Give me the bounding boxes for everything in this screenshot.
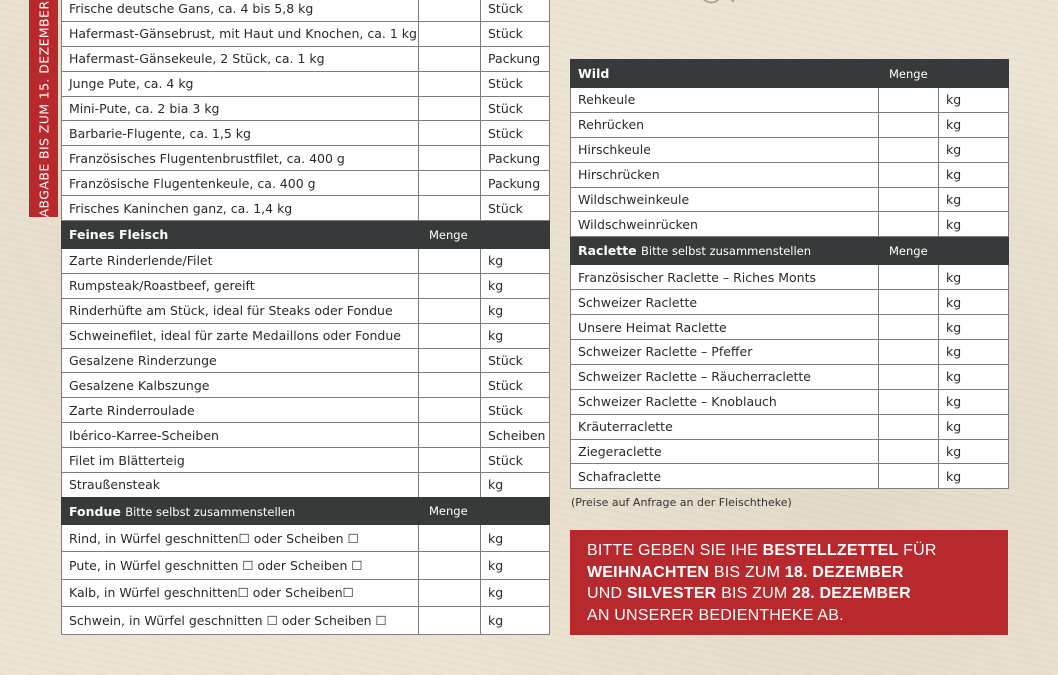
feines-fleisch-section <box>62 221 550 249</box>
quantity-field[interactable] <box>419 71 481 96</box>
order-row <box>62 196 550 221</box>
right-order-table <box>570 59 1009 489</box>
callout-text: UND <box>587 585 627 602</box>
product-name: Ziegeraclette <box>571 439 879 464</box>
unit-label: Stück <box>481 96 550 121</box>
product-name: Mini-Pute, ca. 2 bia 3 kg <box>62 96 419 121</box>
quantity-field[interactable] <box>879 265 939 290</box>
order-row <box>571 414 1009 439</box>
quantity-field[interactable] <box>419 196 481 221</box>
unit-label: kg <box>939 364 1009 389</box>
callout-text: BIS ZUM <box>716 585 793 602</box>
unit-label: kg <box>939 162 1009 187</box>
quantity-field[interactable] <box>419 525 481 552</box>
unit-label: kg <box>939 265 1009 290</box>
unit-label: kg <box>481 552 550 579</box>
product-name: Ibérico-Karree-Scheiben <box>62 423 419 448</box>
unit-label: kg <box>481 323 550 348</box>
order-row <box>571 137 1009 162</box>
unit-label: Packung <box>481 171 550 196</box>
unit-label: kg <box>481 298 550 323</box>
menge-column-header: Menge <box>879 237 1009 265</box>
quantity-field[interactable] <box>419 348 481 373</box>
product-name: Frisches Kaninchen ganz, ca. 1,4 kg <box>62 196 419 221</box>
quantity-field[interactable] <box>879 212 939 237</box>
price-note: (Preise auf Anfrage an der Fleischtheke) <box>571 496 792 509</box>
quantity-field[interactable] <box>879 414 939 439</box>
product-name: Französischer Raclette – Riches Monts <box>571 265 879 290</box>
order-row <box>62 579 550 606</box>
unit-label: Stück <box>481 0 550 21</box>
product-name: Hirschrücken <box>571 162 879 187</box>
product-name: Französische Flugentenkeule, ca. 400 g <box>62 171 419 196</box>
callout-text: BITTE GEBEN SIE IHE <box>587 542 763 559</box>
unit-label: Stück <box>481 196 550 221</box>
product-name: Barbarie-Flugente, ca. 1,5 kg <box>62 121 419 146</box>
quantity-field[interactable] <box>419 96 481 121</box>
order-row <box>571 187 1009 212</box>
order-row <box>571 439 1009 464</box>
product-name: Gesalzene Kalbszunge <box>62 373 419 398</box>
order-row <box>62 607 550 634</box>
quantity-field[interactable] <box>879 290 939 315</box>
order-row <box>62 146 550 171</box>
quantity-field[interactable] <box>879 389 939 414</box>
product-name: Straußensteak <box>62 473 419 498</box>
unit-label: kg <box>939 389 1009 414</box>
unit-label: kg <box>481 579 550 606</box>
unit-label: Stück <box>481 448 550 473</box>
order-row <box>62 423 550 448</box>
order-row <box>62 552 550 579</box>
quantity-field[interactable] <box>419 273 481 298</box>
order-row <box>571 162 1009 187</box>
product-name: Schwein, in Würfel geschnitten ☐ oder Scheiben ☐ <box>62 607 419 634</box>
callout-line-1 <box>587 540 1008 562</box>
quantity-field[interactable] <box>419 0 481 21</box>
poultry-rows <box>62 0 550 221</box>
product-name: Kalb, in Würfel geschnitten☐ oder Scheiben☐ <box>62 579 419 606</box>
order-row <box>571 464 1009 489</box>
section-title: Fondue <box>69 503 121 519</box>
feines-fleisch-rows <box>62 249 550 498</box>
product-name: Schweizer Raclette – Räucherraclette <box>571 364 879 389</box>
order-row <box>62 323 550 348</box>
unit-label: kg <box>939 464 1009 489</box>
section-header-fondue <box>62 498 550 525</box>
section-title: Wild <box>571 60 879 88</box>
section-title: Feines Fleisch <box>62 221 419 249</box>
section-subtitle: Bitte selbst zusammenstellen <box>641 244 812 259</box>
left-order-table <box>61 0 550 498</box>
order-row <box>571 340 1009 365</box>
order-row <box>62 398 550 423</box>
quantity-field[interactable] <box>879 464 939 489</box>
unit-label: Stück <box>481 21 550 46</box>
quantity-field[interactable] <box>879 162 939 187</box>
callout-emphasis: SILVESTER <box>626 585 717 602</box>
quantity-field[interactable] <box>879 187 939 212</box>
unit-label: kg <box>481 607 550 634</box>
unit-label: Stück <box>481 121 550 146</box>
quantity-field[interactable] <box>879 88 939 113</box>
unit-label: Stück <box>481 373 550 398</box>
unit-label: Scheiben <box>481 423 550 448</box>
product-name: Schweizer Raclette – Pfeffer <box>571 340 879 365</box>
product-name: Rumpsteak/Roastbeef, gereift <box>62 273 419 298</box>
callout-emphasis: WEIHNACHTEN <box>587 563 710 581</box>
order-row <box>571 112 1009 137</box>
section-title: Raclette <box>578 243 637 259</box>
callout-text: BIS ZUM <box>709 563 785 581</box>
quantity-field[interactable] <box>419 323 481 348</box>
unit-label: kg <box>939 212 1009 237</box>
order-row <box>62 96 550 121</box>
callout-line-4 <box>587 605 1008 627</box>
product-name: Junge Pute, ca. 4 kg <box>62 71 419 96</box>
unit-label: Stück <box>481 348 550 373</box>
product-name: Rind, in Würfel geschnitten☐ oder Scheiben ☐ <box>62 525 419 552</box>
deadline-banner <box>29 0 58 217</box>
order-row <box>571 212 1009 237</box>
product-name: Rehrücken <box>571 112 879 137</box>
product-name: Rinderhüfte am Stück, ideal für Steaks oder Fondue <box>62 298 419 323</box>
order-row <box>571 290 1009 315</box>
order-row <box>571 389 1009 414</box>
product-name: Wildschweinrücken <box>571 212 879 237</box>
unit-label: kg <box>481 273 550 298</box>
product-name: Filet im Blätterteig <box>62 448 419 473</box>
product-name: Gesalzene Rinderzunge <box>62 348 419 373</box>
quantity-field[interactable] <box>879 315 939 340</box>
quantity-field[interactable] <box>419 21 481 46</box>
quantity-field[interactable] <box>419 398 481 423</box>
callout-emphasis: BESTELLZETTEL <box>762 542 899 559</box>
unit-label: kg <box>481 473 550 498</box>
order-row <box>62 46 550 71</box>
order-row <box>62 373 550 398</box>
product-name: Pute, in Würfel geschnitten ☐ oder Scheiben ☐ <box>62 552 419 579</box>
quantity-field[interactable] <box>419 607 481 634</box>
unit-label: Packung <box>481 46 550 71</box>
product-name: Schafraclette <box>571 464 879 489</box>
product-name: Schweizer Raclette <box>571 290 879 315</box>
order-row <box>62 171 550 196</box>
product-name: Hafermast-Gänsebrust, mit Haut und Knochen, ca. 1 kg <box>62 21 419 46</box>
unit-label: Packung <box>481 146 550 171</box>
unit-label: kg <box>939 112 1009 137</box>
quantity-field[interactable] <box>879 137 939 162</box>
fondue-rows <box>62 525 550 635</box>
menge-column-header: Menge <box>419 498 550 525</box>
quantity-field[interactable] <box>419 249 481 274</box>
quantity-field[interactable] <box>419 121 481 146</box>
order-row <box>62 273 550 298</box>
unit-label: kg <box>939 187 1009 212</box>
order-row <box>62 298 550 323</box>
order-row <box>62 0 550 21</box>
quantity-field[interactable] <box>879 112 939 137</box>
raclette-rows <box>571 265 1009 489</box>
quantity-field[interactable] <box>419 448 481 473</box>
menge-column-header: Menge <box>879 60 1009 88</box>
order-row <box>62 249 550 274</box>
unit-label: kg <box>939 315 1009 340</box>
decorative-flourish <box>700 0 740 8</box>
order-row <box>62 448 550 473</box>
unit-label: Stück <box>481 71 550 96</box>
order-row <box>62 525 550 552</box>
order-row <box>571 315 1009 340</box>
order-row <box>62 348 550 373</box>
unit-label: kg <box>481 249 550 274</box>
section-header-feines-fleisch <box>62 221 550 249</box>
quantity-field[interactable] <box>419 579 481 606</box>
product-name: Frische deutsche Gans, ca. 4 bis 5,8 kg <box>62 0 419 21</box>
quantity-field[interactable] <box>419 373 481 398</box>
order-row <box>62 21 550 46</box>
callout-text: AN UNSERER BEDIENTHEKE AB. <box>587 606 844 624</box>
menge-column-header: Menge <box>419 221 550 249</box>
callout-emphasis: 28. DEZEMBER <box>792 585 911 602</box>
unit-label: kg <box>939 414 1009 439</box>
product-name: Rehkeule <box>571 88 879 113</box>
quantity-field[interactable] <box>419 46 481 71</box>
deadline-banner-text: ABGABE BIS ZUM 15. DEZEMBER <box>36 0 51 217</box>
wild-rows <box>571 88 1009 237</box>
unit-label: kg <box>481 525 550 552</box>
quantity-field[interactable] <box>419 298 481 323</box>
unit-label: kg <box>939 290 1009 315</box>
order-row <box>571 265 1009 290</box>
unit-label: kg <box>939 439 1009 464</box>
product-name: Wildschweinkeule <box>571 187 879 212</box>
product-name: Französisches Flugentenbrustfilet, ca. 400 g <box>62 146 419 171</box>
quantity-field[interactable] <box>879 439 939 464</box>
quantity-field[interactable] <box>419 423 481 448</box>
callout-emphasis: 18. DEZEMBER <box>784 563 904 581</box>
product-name: Hafermast-Gänsekeule, 2 Stück, ca. 1 kg <box>62 46 419 71</box>
quantity-field[interactable] <box>419 171 481 196</box>
callout-line-2 <box>587 562 1008 584</box>
unit-label: Stück <box>481 398 550 423</box>
quantity-field[interactable] <box>419 473 481 498</box>
unit-label: kg <box>939 88 1009 113</box>
product-name: Schweizer Raclette – Knoblauch <box>571 389 879 414</box>
unit-label: kg <box>939 340 1009 365</box>
product-name: Kräuterraclette <box>571 414 879 439</box>
order-row <box>571 364 1009 389</box>
callout-line-3 <box>587 583 1008 605</box>
quantity-field[interactable] <box>419 552 481 579</box>
callout-text: FÜR <box>898 542 937 559</box>
quantity-field[interactable] <box>879 340 939 365</box>
quantity-field[interactable] <box>419 146 481 171</box>
quantity-field[interactable] <box>879 364 939 389</box>
product-name: Zarte Rinderroulade <box>62 398 419 423</box>
product-name: Zarte Rinderlende/Filet <box>62 249 419 274</box>
section-subtitle: Bitte selbst zusammenstellen <box>125 504 296 519</box>
product-name: Schweinefilet, ideal für zarte Medaillons oder Fondue <box>62 323 419 348</box>
order-row <box>62 473 550 498</box>
fondue-table <box>61 497 550 635</box>
product-name: Unsere Heimat Raclette <box>571 315 879 340</box>
order-deadline-callout <box>570 530 1008 635</box>
order-row <box>62 121 550 146</box>
unit-label: kg <box>939 137 1009 162</box>
order-row <box>62 71 550 96</box>
section-header-wild <box>571 60 1009 88</box>
section-header-raclette <box>571 237 1009 265</box>
product-name: Hirschkeule <box>571 137 879 162</box>
order-row <box>571 88 1009 113</box>
